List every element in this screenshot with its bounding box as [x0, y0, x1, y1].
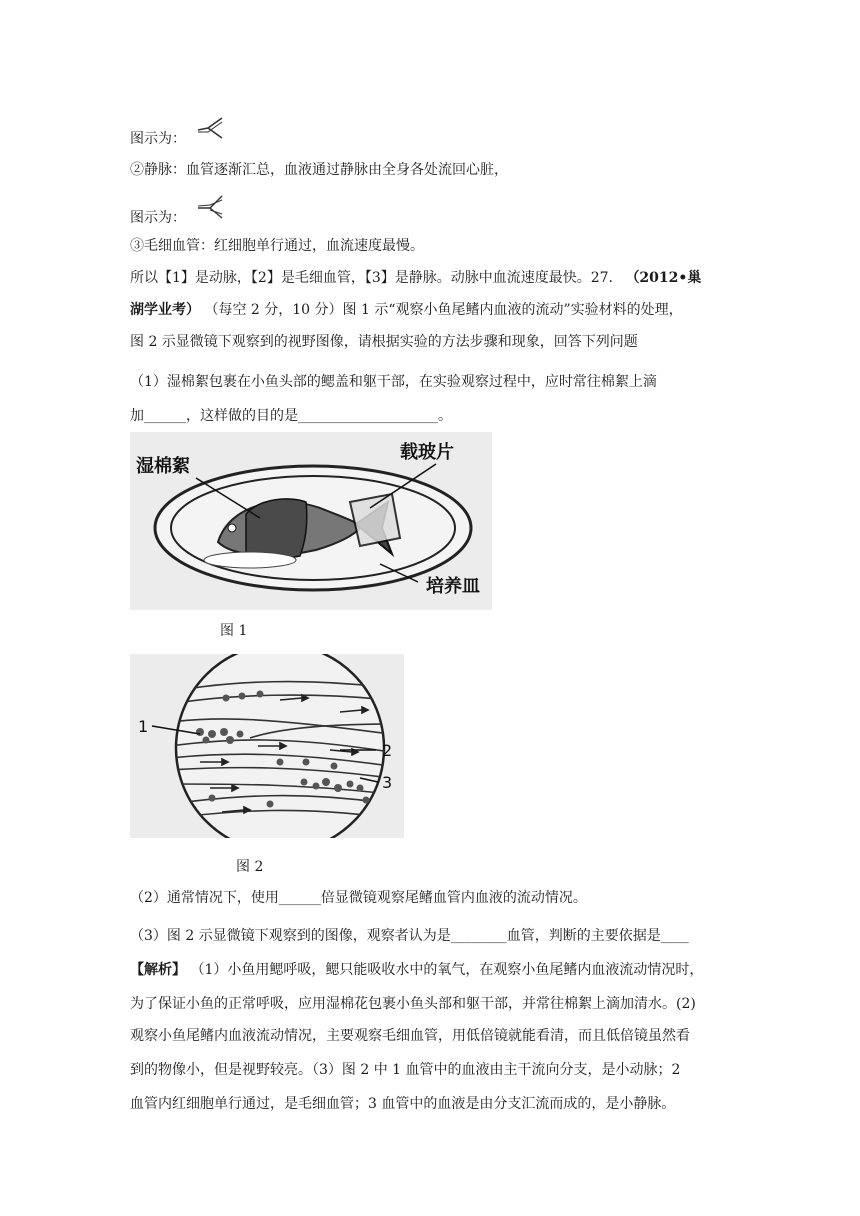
text-line-q2: （2）通常情况下，使用______倍显微镜观察尾鳍血管内血液的流动情况。: [130, 890, 587, 906]
figure-2-microscope-view: [130, 654, 404, 838]
label-glass-slide: 载玻片: [400, 442, 454, 463]
analysis-text-1: （1）小鱼用鳃呼吸，鳃只能吸收水中的氧气，在观察小鱼尾鳍内血液流动情况时，: [190, 962, 704, 978]
label-culture-dish: 培养皿: [426, 576, 480, 597]
text-line-analysis-1: [130, 960, 703, 980]
text-line-capillary: ③毛细血管：红细胞单行通过，血流速度最慢。: [130, 238, 424, 254]
label-wet-cotton: 湿棉絮: [136, 456, 190, 477]
figure-1-caption: 图 1: [220, 623, 248, 639]
label-vessel-3: 3: [382, 773, 393, 792]
text-line-question-intro: [130, 300, 683, 320]
text-line-question-intro-2: 图 2 示显微镜下观察到的视野图像，请根据实验的方法步骤和现象，回答下列问题: [130, 334, 638, 350]
vein-merge-icon: [196, 194, 226, 226]
label-diagram: 图示为：: [130, 131, 186, 147]
text-line-diagram-artery: [130, 124, 220, 154]
question-source-cont: 湖学业考）: [130, 302, 200, 318]
text-line-analysis-5: 血管内红细胞单行通过，是毛细血管；3 血管中的血液是由分支汇流而成的，是小静脉。: [130, 1096, 676, 1112]
figure-1-fish-dish: [130, 432, 492, 610]
text-line-q3: （3）图 2 示显微镜下观察到的图像，观察者认为是________血管，判断的主要依据是____: [130, 928, 689, 944]
text-line-vein: ②静脉：血管逐渐汇总，血液通过静脉由全身各处流回心脏，: [130, 162, 508, 178]
analysis-heading: 【解析】: [130, 962, 186, 978]
label-vessel-2: 2: [382, 741, 393, 760]
text-line-analysis-2: 为了保证小鱼的正常呼吸，应用湿棉花包裹小鱼头部和躯干部，并常往棉絮上滴加清水。(2): [130, 996, 696, 1012]
label-diagram: 图示为：: [130, 210, 186, 226]
text-line-analysis-4: 到的物像小，但是视野较亮。（3）图 2 中 1 血管中的血液由主干流向分支，是小动脉；2: [130, 1062, 681, 1078]
text-line-diagram-vein: [130, 202, 220, 234]
artery-branch-icon: [196, 116, 226, 146]
conclusion-text: 所以【1】是动脉，【2】是毛细血管，【3】是静脉。动脉中血流速度最快。27.: [130, 270, 613, 286]
question-intro: （每空 2 分，10 分）图 1 示“观察小鱼尾鳍内血液的流动”实验材料的处理，: [204, 302, 683, 318]
figure-2-caption: 图 2: [236, 859, 264, 875]
text-line-q1: （1）湿棉絮包裹在小鱼头部的鳃盖和躯干部，在实验观察过程中，应时常往棉絮上滴: [130, 374, 657, 390]
question-source: （2012•巢: [625, 270, 702, 286]
text-line-analysis-3: 观察小鱼尾鳍内血液流动情况，主要观察毛细血管，用低倍镜就能看清，而且低倍镜虽然看: [130, 1028, 690, 1044]
text-line-q1-blank: 加______，这样做的目的是____________________。: [130, 408, 452, 424]
label-vessel-1: 1: [138, 717, 149, 736]
text-line-conclusion: [130, 268, 701, 288]
